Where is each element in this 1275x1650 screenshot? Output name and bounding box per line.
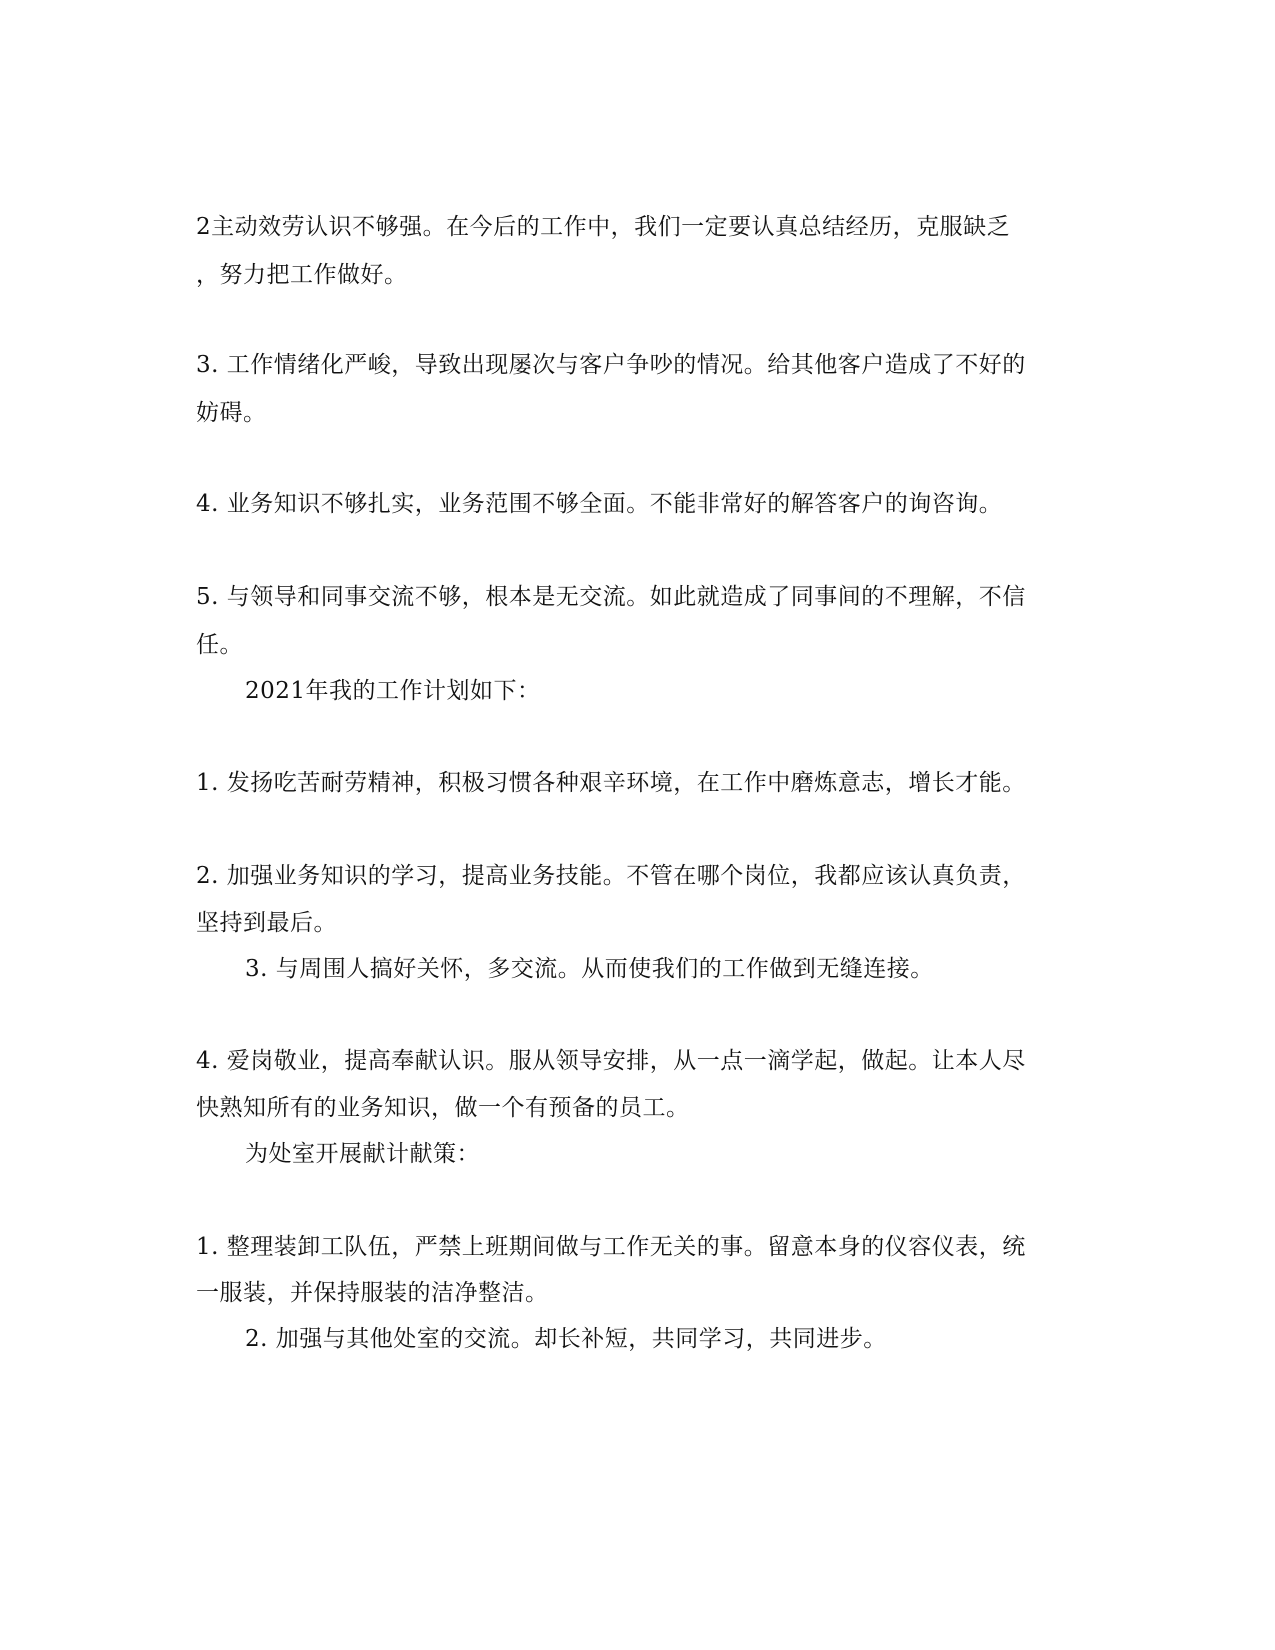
paragraph-3-line-1: 3. 工作情绪化严峻，导致出现屡次与客户争吵的情况。给其他客户造成了不好的 bbox=[196, 352, 1026, 378]
paragraph-3-line-2: 妨碍。 bbox=[196, 400, 267, 426]
paragraph-4-line-1: 4. 业务知识不够扎实，业务范围不够全面。不能非常好的解答客户的询咨询。 bbox=[196, 491, 1003, 517]
paragraph-5-line-2: 任。 bbox=[196, 632, 243, 658]
plan-item-2-line-1: 2. 加强业务知识的学习，提高业务技能。不管在哪个岗位，我都应该认真负责， bbox=[196, 863, 1026, 889]
work-plan-heading: 2021年我的工作计划如下： bbox=[245, 678, 541, 704]
plan-item-2-line-2: 坚持到最后。 bbox=[196, 910, 337, 936]
plan-item-4-line-1: 4. 爱岗敬业，提高奉献认识。服从领导安排，从一点一滴学起，做起。让本人尽 bbox=[196, 1048, 1026, 1074]
paragraph-2-line-2: ，努力把工作做好。 bbox=[196, 262, 408, 288]
suggestions-heading: 为处室开展献计献策： bbox=[245, 1141, 480, 1167]
plan-item-1: 1. 发扬吃苦耐劳精神，积极习惯各种艰辛环境，在工作中磨炼意志，增长才能。 bbox=[196, 770, 1026, 796]
suggestion-item-1-line-2: 一服装，并保持服装的洁净整洁。 bbox=[196, 1280, 549, 1306]
plan-item-4-line-2: 快熟知所有的业务知识，做一个有预备的员工。 bbox=[196, 1095, 690, 1121]
paragraph-5-line-1: 5. 与领导和同事交流不够，根本是无交流。如此就造成了同事间的不理解，不信 bbox=[196, 584, 1026, 610]
paragraph-2-line-1: 2主动效劳认识不够强。在今后的工作中，我们一定要认真总结经历，克服缺乏 bbox=[196, 214, 1011, 240]
suggestion-item-2: 2. 加强与其他处室的交流。却长补短，共同学习，共同进步。 bbox=[245, 1326, 887, 1352]
suggestion-item-1-line-1: 1. 整理装卸工队伍，严禁上班期间做与工作无关的事。留意本身的仪容仪表，统 bbox=[196, 1234, 1026, 1260]
plan-item-3: 3. 与周围人搞好关怀，多交流。从而使我们的工作做到无缝连接。 bbox=[245, 956, 934, 982]
